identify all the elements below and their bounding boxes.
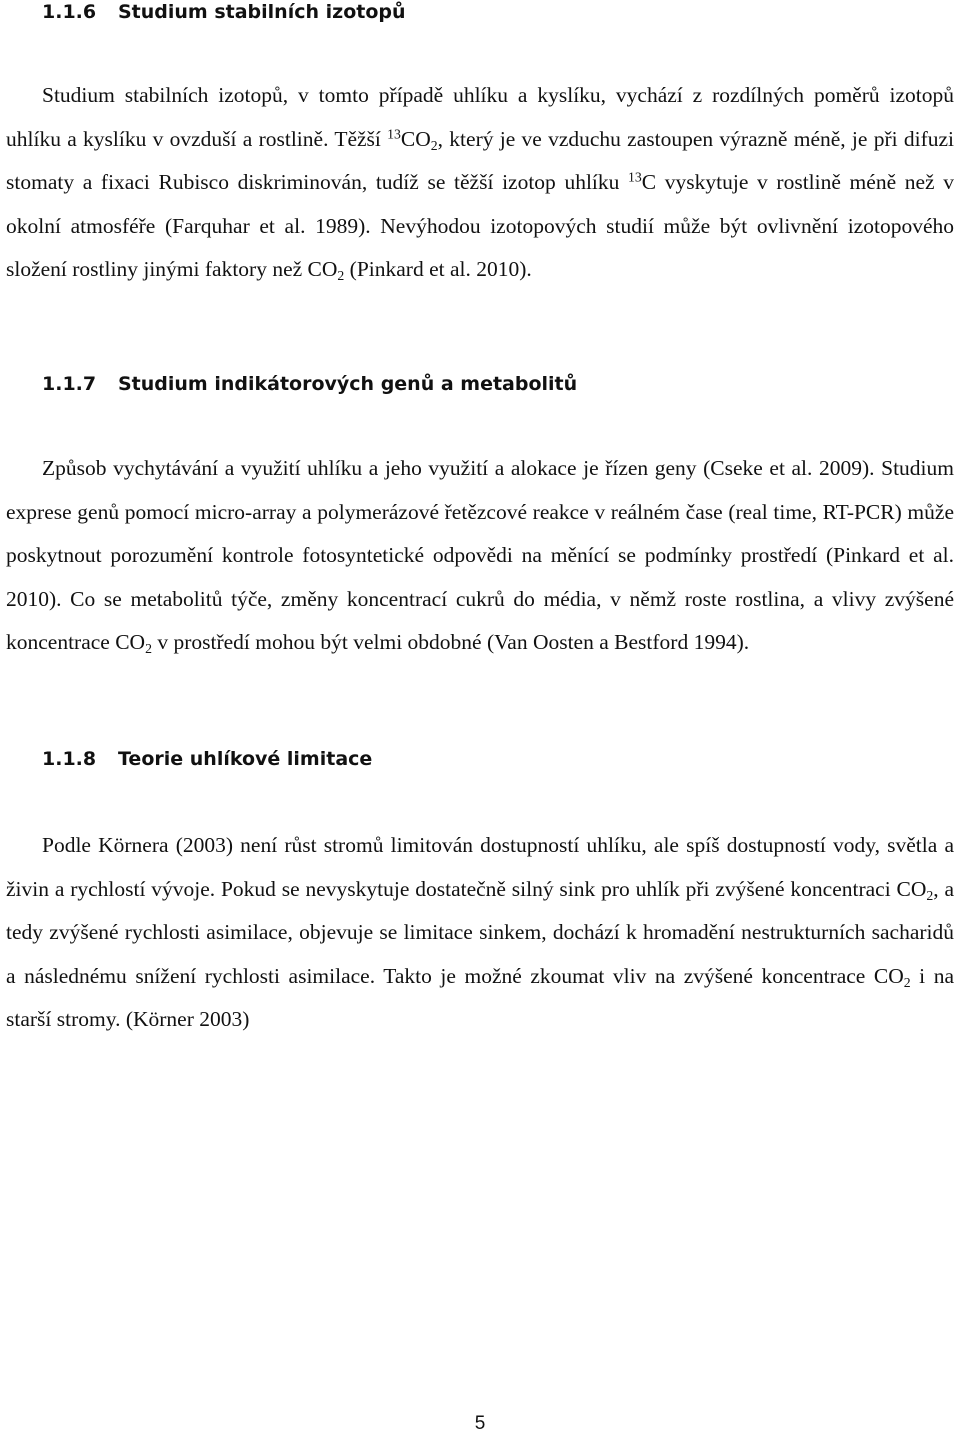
- section-title: Studium indikátorových genů a metabolitů: [118, 373, 578, 395]
- section-title: Teorie uhlíkové limitace: [118, 748, 373, 770]
- paragraph-indicator-genes: Způsob vychytávání a využití uhlíku a jeho využití a alokace je řízen geny (Cseke et al. 2009). Studium exprese genů pomocí micro-array a polymerázové řetězcové reakce v reálném čase (real time, RT-PCR) může poskytnout porozumění kontrole fotosyntetické odpovědi na měnící se podmínky prostředí (Pinkard et al. 2010). Co se metabolitů týče, změny koncentrací cukrů do média, v němž roste rostlina, a vlivy zvýšené koncentrace $CO_2$ v prostředí mohou být velmi obdobné (Van Oosten a Bestford 1994).: [6, 456, 954, 656]
- section-heading-1-1-8: [42, 750, 372, 769]
- section-heading-1-1-6: [42, 3, 406, 22]
- paragraph-stable-isotopes: Studium stabilních izotopů, v tomto případě uhlíku a kyslíku, vychází z rozdílných poměrů izotopů uhlíku a kyslíku v ovzduší a rostlině. Těžší $^{13}CO_2$, který je ve vzduchu zastoupen výrazně méně, je při difuzi stomaty a fixaci Rubisco diskriminován, tudíž se těžší izotop uhlíku $^{13}$C vyskytuje v rostlině méně než v okolní atmosféře (Farquhar et al. 1989). Nevýhodou izotopových studií může být ovlivnění izotopového složení rostliny jinými faktory než $CO_2$ (Pinkard et al. 2010).: [6, 83, 955, 283]
- page-number: 5: [474, 1413, 486, 1434]
- section-heading-1-1-7: [42, 375, 577, 394]
- section-title: Studium stabilních izotopů: [118, 1, 406, 23]
- section-number: 1.1.6: [42, 1, 97, 23]
- section-number: 1.1.7: [42, 373, 97, 395]
- section-number: 1.1.8: [42, 748, 97, 770]
- paragraph-carbon-limitation: Podle Körnera (2003) není růst stromů limitován dostupností uhlíku, ale spíš dostupností vody, světla a živin a rychlostí vývoje. Pokud se nevyskytuje dostatečně silný sink pro uhlík při zvýšené koncentraci $CO_2$, a tedy zvýšené rychlosti asimilace, objevuje se limitace sinkem, dochází k hromadění nestrukturních sacharidů a následnému snížení rychlosti asimilace. Takto je možné zkoumat vliv na zvýšené koncentrace $CO_2$ i na starší stromy. (Körner 2003): [6, 833, 954, 1031]
